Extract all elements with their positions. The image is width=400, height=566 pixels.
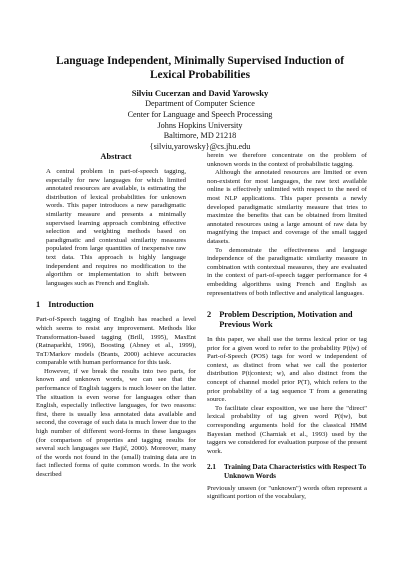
affiliation-line: Johns Hopkins University xyxy=(157,120,243,130)
authors: Silviu Cucerzan and David Yarowsky xyxy=(131,88,269,98)
affiliation-line: Baltimore, MD 21218 xyxy=(163,131,237,141)
abstract-text: A central problem in part-of-speech tagging, especially for new languages for which limited annotated resources are available, is estimating the distribution of lexical probabilities for unknown words. This paper introduces a new paradigmatic similarity measure and presents a minimally supervised learning approach combining effective selection and weighting methods based on paradigmatic and contextual similarity measures populated from large quantities of inexpensive raw text data. This approach is highly language independent and requires no modification to the algorithm or implementation to shift between languages such as French and English. xyxy=(46,168,186,287)
section-title: Problem Description, Motivation and Previous Work xyxy=(219,310,353,330)
subsection-title: Training Data Characteristics with Respect To Unknown Words xyxy=(223,463,367,480)
affiliation-line: Center for Language and Speech Processing xyxy=(127,109,273,119)
introduction-body xyxy=(36,316,196,479)
subsection-body xyxy=(207,485,367,502)
paragraph: herein we therefore concentrate on the problem of unknown words in the context of probabilistic tagging. xyxy=(207,152,367,168)
section-heading-problem xyxy=(207,310,367,330)
subsection-number: 2.1 xyxy=(207,463,216,472)
section-heading-introduction xyxy=(36,300,196,310)
introduction-continued xyxy=(207,152,367,298)
paragraph: Previously unseen (or "unknown") words often represent a significant portion of the vocabulary, xyxy=(207,484,367,501)
paragraph: Although the annotated resources are limited or even non-existent for most languages, the raw text available online is effectively unlimited with respect to the need of most NLP applications. This paper presents a newly developed paradigmatic similarity measure that tries to maximize the benefits that can be obtained from limited annotated resources using a large amount of raw data by magnifying the impact and coverage of the small tagged datasets. xyxy=(207,169,367,245)
paragraph: However, if we break the results into two parts, for known and unknown words, we can see that the performance of English taggers is much lower on the latter. The situation is even worse for languages other than English, especially inflective languages, for two reasons: first, there is usually less annotated data available and second, the coverage of such data is much lower due to the high number of different word-forms in these languages (for comparison of properties and tagging results for several such languages see Hajič, 2000). Moreover, many of the words not found in the (small) training data are in fact inflected forms of quite common words. In the work described xyxy=(36,367,196,478)
paragraph: To facilitate clear exposition, we use here the "direct" lexical probability of tag given word P(t|w), but corresponding arguments hold for the classical HMM Bayesian method (Charniak et al., 1993) used by the taggers we considered for evaluation purpose of the present work. xyxy=(207,404,367,455)
section-number: 1 xyxy=(36,300,41,310)
email-line: {silviu,yarowsky}@cs.jhu.edu xyxy=(149,142,251,152)
affiliation-block xyxy=(60,99,340,153)
section-title: Introduction xyxy=(48,300,94,310)
section2-body xyxy=(207,336,367,456)
abstract-heading: Abstract xyxy=(100,152,132,161)
left-column xyxy=(36,152,196,480)
paragraph: In this paper, we shall use the terms lexical prior or tag prior for a given word to refer to the probability P(t|w) of Part-of-Speech (POS) tags for word w independent of context, as distinct from what we call the posterior distribution P(t|context; w), and also distinct from the concept of channel model prior P(T), which refers to the prior probability of a tag sequence T from a generating source. xyxy=(207,336,367,404)
section-number: 2 xyxy=(207,310,212,320)
paragraph: Part-of-Speech tagging of English has reached a level which seems to resist any improvement. Methods like Transformation-based tagging (Brill, 1995), MaxEnt (Ratnaparkhi, 1996), Boosting (Abney et al., 1999), TnT/Markov models (Brants, 2000) achieve accuracies comparable with human performance for this task. xyxy=(36,316,196,367)
paragraph: To demonstrate the effectiveness and language independence of the paradigmatic similarity measure in combination with contextual measures, they are evaluated in the context of part-of-speech tagger performance for 4 embedding algorithms using French and English as representatives of both inflective and analytical languages. xyxy=(207,246,367,297)
affiliation-line: Department of Computer Science xyxy=(145,99,255,108)
right-column xyxy=(207,152,367,502)
subsection-heading xyxy=(207,463,367,480)
paper-title: Language Independent, Minimally Supervised Induction of Lexical Probabilities xyxy=(56,55,344,81)
